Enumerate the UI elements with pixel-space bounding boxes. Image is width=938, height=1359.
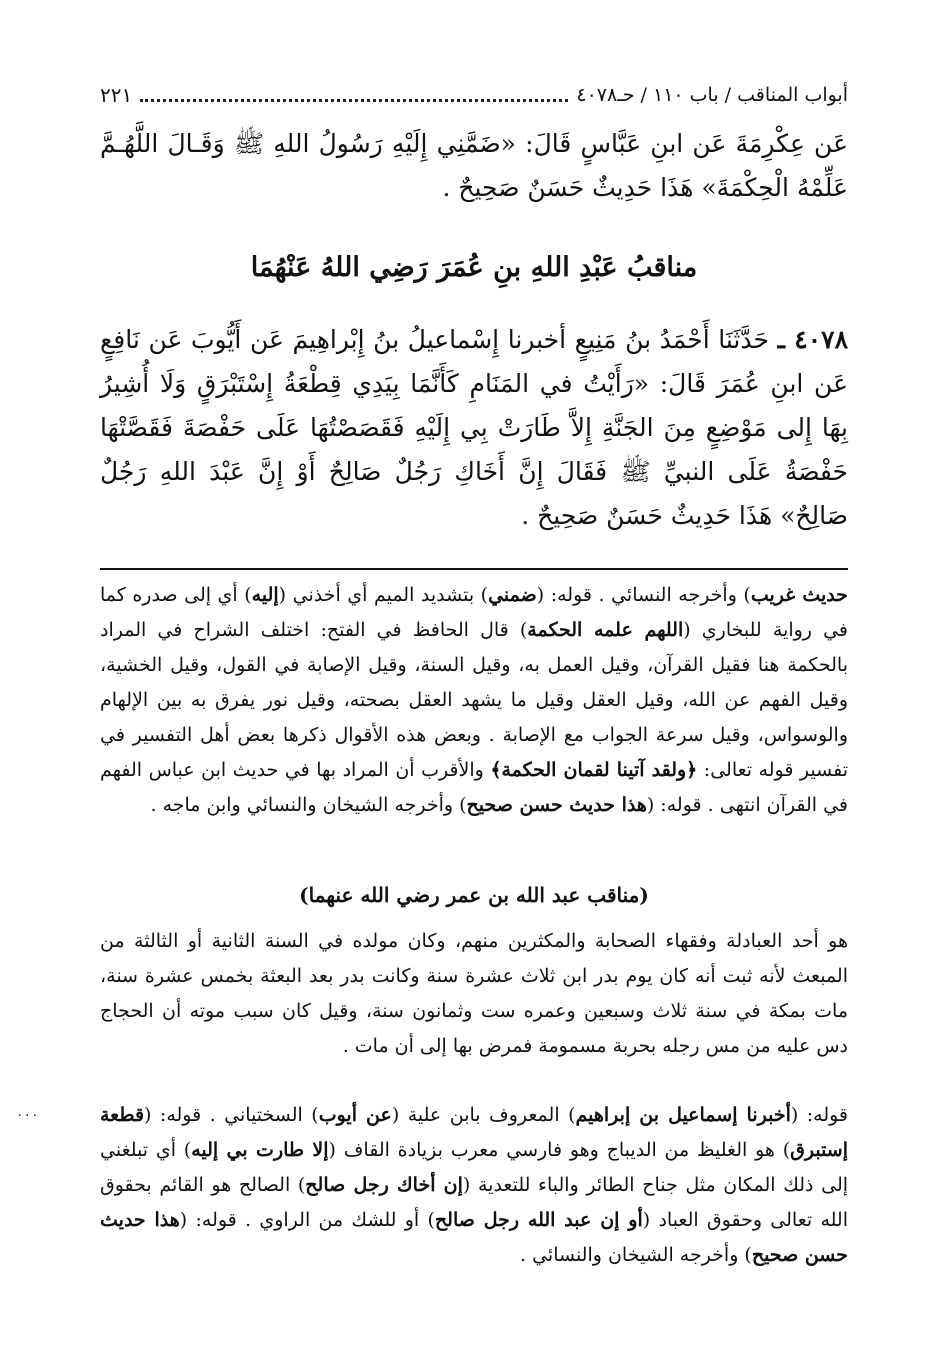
commentary-text: ) وأخرجه النسائي . قوله: ( [536,584,751,606]
hadith-4078 [100,318,848,538]
hadith-continuation [100,122,848,210]
commentary-text: قوله: ( [790,1104,849,1126]
running-title: أبواب المناقب / باب ١١٠ / حـ٤٠٧٨ [576,84,848,106]
continuation-text: عَن عِكْرِمَةَ عَن ابنِ عَبَّاسٍ قَالَ: «ضَمَّنِي إِلَيْهِ رَسُولُ اللهِ ﷺ وَقَـالَ اللَّهُـمَّ عَلِّمْهُ الْحِكْمَةَ» هَذَا حَدِيثٌ حَسَنٌ صَحِيحٌ . [100,129,848,202]
commentary-term: أخبرنا إسماعيل بن إبراهيم [575,1104,791,1126]
commentary-term: هذا حديث حسن صحيح [100,1209,848,1266]
commentary-term: اللهم علمه الحكمة [527,619,684,641]
commentary-term: ضمني [488,584,537,606]
header-dotted-leader [140,97,568,102]
commentary-paragraph-3 [100,1098,848,1273]
commentary-text: ) الصالح هو القائم بحقوق الله تعالى وحقوق العباد ( [100,1174,848,1231]
commentary-term: عن أيوب [318,1104,392,1126]
commentary-divider [100,568,848,570]
commentary-term: إليه [251,584,279,606]
commentary-text: ) السختياني . قوله: ( [144,1104,319,1126]
commentary-text: ) وأخرجه الشيخان والنسائي وابن ماجه . [150,794,467,816]
commentary-text: والأقرب أن المراد بها في حديث ابن عباس الفهم في القرآن انتهى . قوله: ( [100,759,848,816]
commentary-term: هذا حديث حسن صحيح [466,794,647,816]
hadith-number: ٤٠٧٨ ـ [777,325,849,354]
quran-verse: ﴿ولقد آتينا لقمان الحكمة﴾ [490,759,698,781]
commentary-term: قطعة إستبرق [100,1104,848,1161]
commentary-paragraph-1 [100,578,848,823]
commentary-text: ) وأخرجه الشيخان والنسائي . [520,1244,752,1266]
commentary-term: إن أخاك رجل صالح [305,1174,463,1196]
commentary-text: ) أي إلى صدره كما في رواية للبخاري ( [100,584,848,641]
commentary-term: أو إن عبد الله رجل صالح [434,1209,643,1231]
section-title: مناقبُ عَبْدِ اللهِ بنِ عُمَرَ رَضِي اللهُ عَنْهُمَا [250,252,698,283]
commentary-term: حديث غريب [750,584,848,606]
page-number: ٢٢١ [100,83,133,107]
commentary-text: ) هو الغليظ من الديباج وهو فارسي معرب بزيادة القاف ( [328,1139,791,1161]
commentary-text: ) أو للشك من الراوي . قوله: ( [179,1209,435,1231]
hadith-text: حَدَّثَنَا أَحْمَدُ بنُ مَنِيعٍ أخبرنا إِسْماعيلُ بنُ إِبْراهِيمَ عَن أَيُّوبَ عَن نَافِعٍ عَن ابنِ عُمَرَ قَالَ: «رَأَيْتُ في المَنَامِ كَأَنَّمَا بِيَدِي قِطْعَةُ إِسْتَبْرَقٍ وَلَا أُشِيرُ بِهَا إِلى مَوْضِعٍ مِنَ الجَنَّةِ إِلاَّ طَارَتْ بِي إِلَيْهِ فَقَصَصْتُهَا عَلَى حَفْصَةَ فَقَصَّتْهَا حَفْصَةُ عَلَى النبيِّ ﷺ فَقَالَ إِنَّ أَخَاكِ رَجُلٌ صَالِحٌ أَوْ إِنَّ عَبْدَ اللهِ رَجُلٌ صَالِحٌ» هَذَا حَدِيثٌ حَسَنٌ صَحِيحٌ . [100,325,848,530]
commentary-text: ) أي تبلغني إلى ذلك المكان مثل جناح الطائر والباء للتعدية ( [100,1139,849,1196]
page-header [100,78,848,112]
commentary-term: إلا طارت بي إليه [191,1139,329,1161]
commentary-text: ) بتشديد الميم أي أخذني ( [278,584,489,606]
margin-mark: ٠٠٠ [16,1107,39,1123]
commentary-text: ) المعروف بابن علية ( [391,1104,576,1126]
commentary-text: ) قال الحافظ في الفتح: اختلف الشراح في المراد بالحكمة هنا فقيل القرآن، وقيل العمل به، وقيل السنة، وقيل الإصابة في القول، وقيل الخشية، وقيل الفهم عن الله، وقيل العقل وقيل ما يشهد العقل بصحته، وقيل نور يفرق به بين الإلهام والوسواس، وقيل سرعة الجواب مع الإصابة . وبعض هذه الأقوال ذكرها بعض أهل التفسير في تفسير قوله تعالى: [100,619,848,781]
commentary-text: هو أحد العبادلة وفقهاء الصحابة والمكثرين منهم، وكان مولده في السنة الثانية أو الثالثة من المبعث لأنه ثبت أنه كان يوم بدر ابن ثلاث عشرة سنة وكانت بدر بعد البعثة بخمس عشرة سنة، مات بمكة في سنة ثلاث وسبعين وعمره ست وثمانون سنة، وقيل كان سبب موته أن الحجاج دس عليه من مس رجله بحربة مسمومة فمرض بها إلى أن مات . [100,930,848,1057]
commentary-section-title: (مناقب عبد الله بن عمر رضي الله عنهما) [299,883,649,907]
commentary-paragraph-2 [100,924,848,1064]
